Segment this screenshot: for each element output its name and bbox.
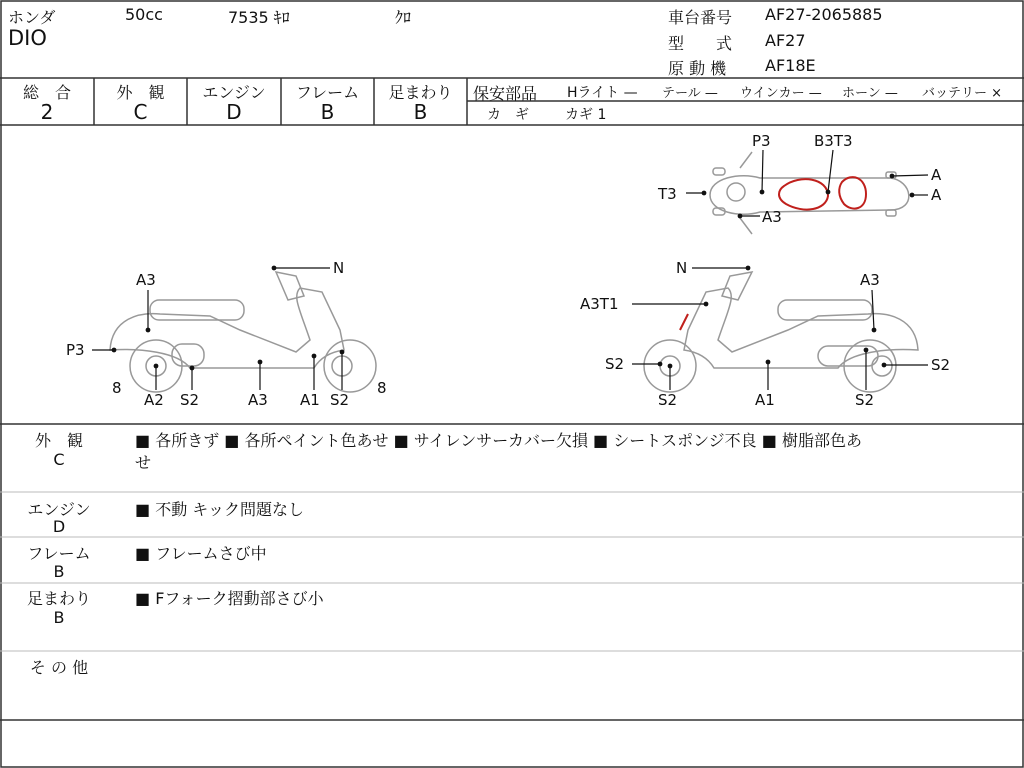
label-left-a3-seat: A3 [136, 271, 156, 289]
section-frame-grade: B [53, 562, 65, 581]
mileage: 7535 ｷﾛ [228, 8, 290, 27]
label-left-8-rear: 8 [377, 379, 387, 397]
safety-item-horn: ホーン — [842, 86, 898, 101]
section-engine-text: ■ 不動 キック問題なし [135, 500, 304, 519]
section-engine-label: エンジン [27, 500, 91, 519]
label-right-s2-side: S2 [931, 356, 951, 374]
grade-engine-label: エンジン [202, 83, 266, 102]
maker: ホンダ [8, 8, 56, 27]
frame-no-label: 車台番号 [668, 8, 733, 27]
grade-frame-label: フレーム [295, 83, 360, 102]
label-top-b3t3: B3T3 [814, 132, 853, 150]
safety-item-tail: テール — [662, 86, 718, 101]
label-left-a2: A2 [144, 391, 164, 409]
label-left-a3-floor: A3 [248, 391, 268, 409]
label-right-a3t1: A3T1 [580, 295, 619, 313]
safety-item-headlight: Hライト — [567, 85, 638, 101]
grade-suspension-value: B [413, 100, 428, 124]
scooter-right-view [644, 272, 918, 392]
section-frame-label: フレーム [27, 544, 91, 563]
engine-label: 原 動 機 [668, 59, 727, 78]
grade-engine-value: D [226, 100, 242, 124]
grade-exterior-value: C [133, 100, 148, 124]
label-right-s2-rear: S2 [855, 391, 875, 409]
label-right-s2-left: S2 [605, 355, 625, 373]
label-right-n: N [676, 259, 688, 277]
section-suspension-grade: B [53, 608, 65, 627]
section-other-label: そ の 他 [29, 658, 89, 677]
frame-no: AF27-2065885 [765, 5, 883, 24]
damage-marks [680, 177, 866, 330]
grade-exterior-label: 外 観 [116, 83, 165, 102]
label-left-n: N [333, 259, 345, 277]
label-left-p3: P3 [66, 341, 85, 359]
label-top-a2: A [931, 186, 942, 204]
grade-suspension-label: 足まわり [388, 83, 453, 102]
grade-overall-label: 総 合 [22, 83, 71, 102]
label-left-8-front: 8 [112, 379, 122, 397]
type-value: AF27 [765, 31, 806, 50]
section-exterior-text-cont: せ [135, 453, 152, 472]
safety-title: 保安部品 [473, 84, 538, 103]
section-suspension-label: 足まわり [26, 589, 91, 608]
model-name: DIO [8, 26, 47, 50]
safety-item-winker: ウインカー — [740, 86, 822, 101]
scooter-left-view [110, 272, 376, 392]
displacement: 50cc [125, 5, 163, 24]
key-value: カギ 1 [565, 107, 607, 123]
scooter-top-view [710, 152, 909, 234]
section-suspension-text: ■ Fフォーク摺動部さび小 [135, 589, 324, 608]
safety-item-battery: バッテリー × [922, 86, 1003, 101]
color: ｸﾛ [395, 8, 412, 27]
label-left-s2-b: S2 [330, 391, 350, 409]
label-left-s2-a: S2 [180, 391, 200, 409]
section-engine-grade: D [52, 517, 66, 536]
type-label: 型 式 [668, 34, 733, 53]
label-top-t3: T3 [658, 185, 677, 203]
label-right-a1: A1 [755, 391, 775, 409]
damage-diagram [0, 126, 1024, 423]
grade-overall-value: 2 [40, 100, 54, 124]
label-top-a1: A [931, 166, 942, 184]
label-right-s2-bottom: S2 [658, 391, 678, 409]
grade-frame-value: B [320, 100, 335, 124]
section-frame-text: ■ フレームさび中 [135, 544, 267, 563]
label-left-a1: A1 [300, 391, 320, 409]
label-top-a3: A3 [762, 208, 782, 226]
key-label: カ ギ [487, 107, 529, 123]
label-top-p3: P3 [752, 132, 771, 150]
section-exterior-grade: C [53, 450, 65, 469]
section-exterior-text: ■ 各所きず ■ 各所ペイント色あせ ■ サイレンサーカバー欠損 ■ シートスポンジ不良 ■ 樹脂部色あ [135, 431, 862, 450]
engine-value: AF18E [765, 56, 816, 75]
section-exterior-label: 外 観 [34, 431, 83, 450]
label-right-a3-seat: A3 [860, 271, 880, 289]
